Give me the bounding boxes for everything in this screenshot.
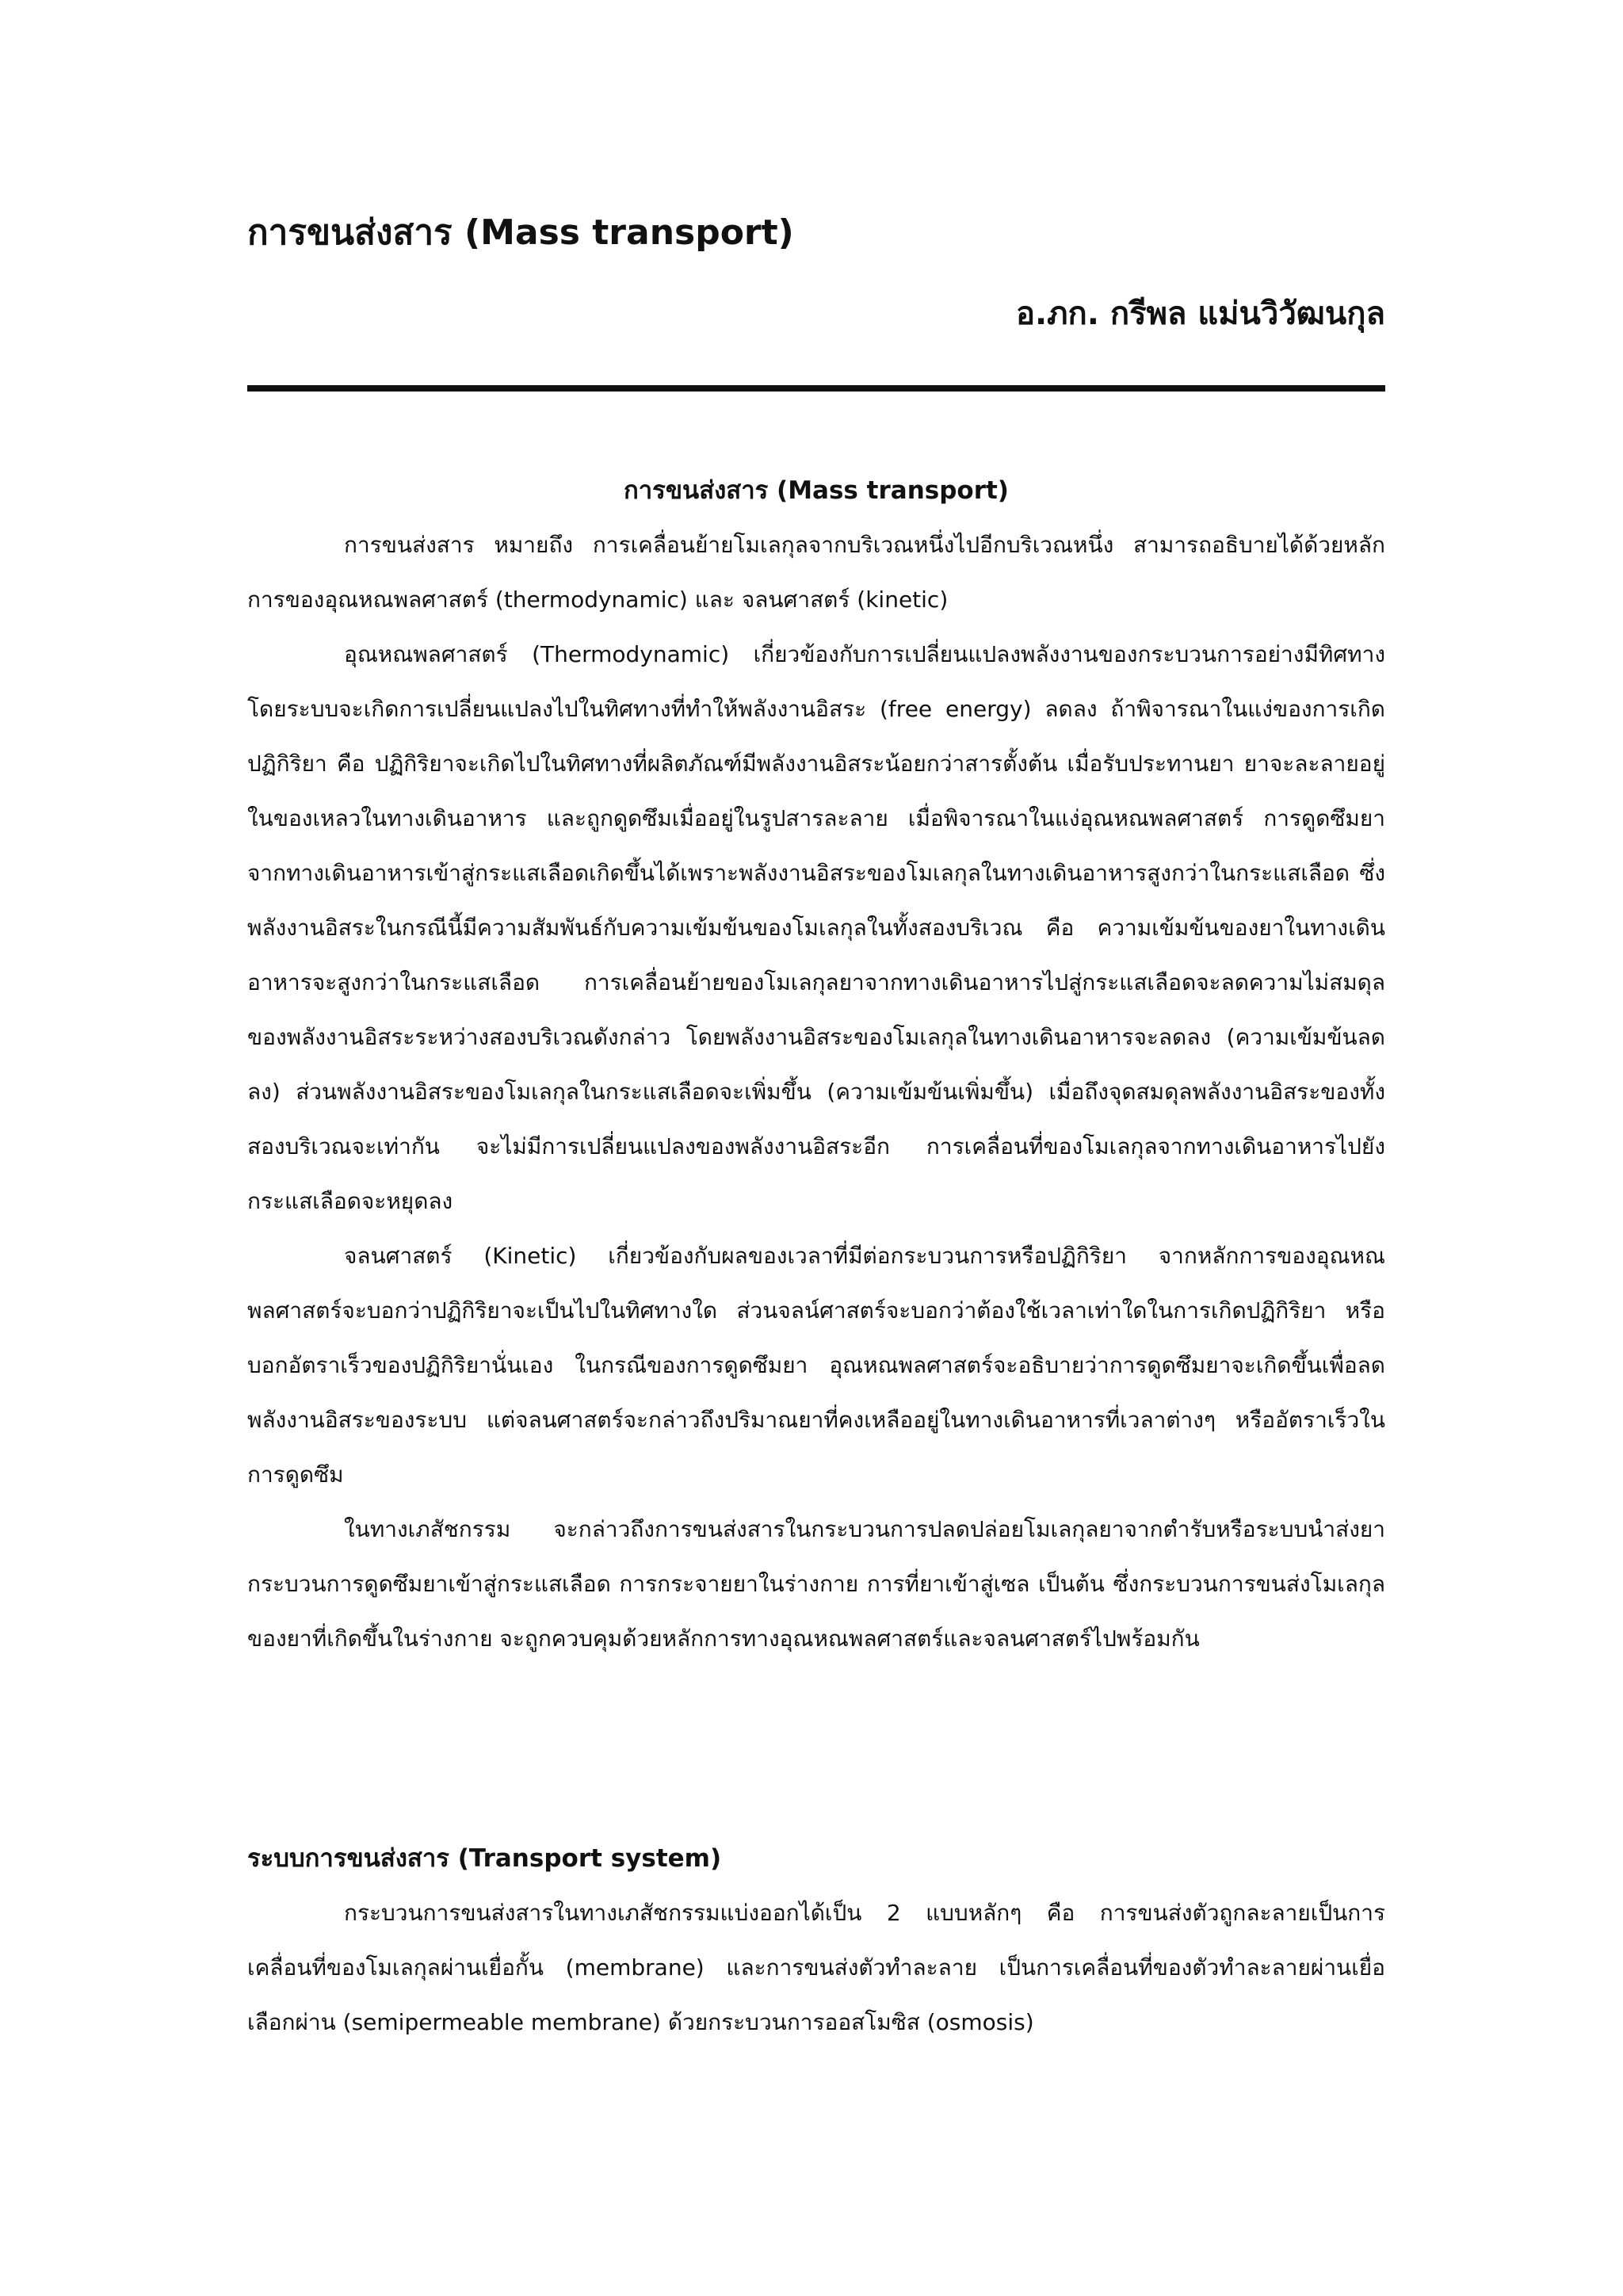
paragraph-transport-types: กระบวนการขนส่งสารในทางเภสัชกรรมแบ่งออกได้เป็น 2 แบบหลักๆ คือ การขนส่งตัวถูกละลายเป็นการเคลื่อนที่ของโมเลกุลผ่านเยื่อกั้น (membrane) และการขนส่งตัวทำละลาย เป็นการเคลื่อนที่ของตัวทำละลายผ่านเยื่อเลือกผ่าน (semipermeable membrane) ด้วยกระบวนการออสโมซิส (osmosis) [247, 1899, 1385, 2035]
section-mass-transport [247, 472, 1385, 1666]
section-transport-system [247, 1840, 1385, 2050]
paragraph-pharmacy: ในทางเภสัชกรรม จะกล่าวถึงการขนส่งสารในกระบวนการปลดปล่อยโมเลกุลยาจากตำรับหรือระบบนำส่งยา กระบวนการดูดซึมยาเข้าสู่กระแสเลือด การกระจายยาในร่างกาย การที่ยาเข้าสู่เซล เป็นต้น ซึ่งกระบวนการขนส่งโมเลกุลของยาที่เกิดขึ้นในร่างกาย จะถูกควบคุมด้วยหลักการทางอุณหณพลศาสตร์และจลนศาสตร์ไปพร้อมกัน [247, 1515, 1385, 1652]
document-page [247, 0, 1385, 2296]
document-author: อ.ภก. กรีพล แม่นวิวัฒนกุล [1015, 296, 1385, 332]
paragraph-kinetic: จลนศาสตร์ (Kinetic) เกี่ยวข้องกับผลของเวลาที่มีต่อกระบวนการหรือปฏิกิริยา จากหลักการของอุณหณพลศาสตร์จะบอกว่าปฏิกิริยาจะเป็นไปในทิศทางใด ส่วนจลน์ศาสตร์จะบอกว่าต้องใช้เวลาเท่าใดในการเกิดปฏิกิริยา หรือบอกอัตราเร็วของปฏิกิริยานั่นเอง ในกรณีของการดูดซึมยา อุณหณพลศาสตร์จะอธิบายว่าการดูดซึมยาจะเกิดขึ้นเพื่อลดพลังงานอิสระของระบบ แต่จลนศาสตร์จะกล่าวถึงปริมาณยาที่คงเหลืออยู่ในทางเดินอาหารที่เวลาต่างๆ หรืออัตราเร็วในการดูดซึม [247, 1242, 1385, 1488]
document-title: การขนส่งสาร (Mass transport) [247, 212, 794, 253]
section-heading: ระบบการขนส่งสาร (Transport system) [247, 1844, 722, 1873]
section-heading: การขนส่งสาร (Mass transport) [624, 476, 1009, 505]
title-divider [247, 385, 1385, 392]
paragraph-thermodynamic: อุณหณพลศาสตร์ (Thermodynamic) เกี่ยวข้องกับการเปลี่ยนแปลงพลังงานของกระบวนการอย่างมีทิศทาง โดยระบบจะเกิดการเปลี่ยนแปลงไปในทิศทางที่ทำให้พลังงานอิสระ (free energy) ลดลง ถ้าพิจารณาในแง่ของการเกิดปฏิกิริยา คือ ปฏิกิริยาจะเกิดไปในทิศทางที่ผลิตภัณฑ์มีพลังงานอิสระน้อยกว่าสารตั้งต้น เมื่อรับประทานยา ยาจะละลายอยู่ในของเหลวในทางเดินอาหาร และถูกดูดซึมเมื่ออยู่ในรูปสารละลาย เมื่อพิจารณาในแง่อุณหณพลศาสตร์ การดูดซึมยาจากทางเดินอาหารเข้าสู่กระแสเลือดเกิดขึ้นได้เพราะพลังงานอิสระของโมเลกุลในทางเดินอาหารสูงกว่าในกระแสเลือด ซึ่งพลังงานอิสระในกรณีนี้มีความสัมพันธ์กับความเข้มข้นของโมเลกุลในทั้งสองบริเวณ คือ ความเข้มข้นของยาในทางเดินอาหารจะสูงกว่าในกระแสเลือด การเคลื่อนย้ายของโมเลกุลยาจากทางเดินอาหารไปสู่กระแสเลือดจะลดความไม่สมดุลของพลังงานอิสระระหว่างสองบริเวณดังกล่าว โดยพลังงานอิสระของโมเลกุลในทางเดินอาหารจะลดลง (ความเข้มข้นลดลง) ส่วนพลังงานอิสระของโมเลกุลในกระแสเลือดจะเพิ่มขึ้น (ความเข้มข้นเพิ่มขึ้น) เมื่อถึงจุดสมดุลพลังงานอิสระของทั้งสองบริเวณจะเท่ากัน จะไม่มีการเปลี่ยนแปลงของพลังงานอิสระอีก การเคลื่อนที่ของโมเลกุลจากทางเดินอาหารไปยังกระแสเลือดจะหยุดลง [247, 640, 1385, 1214]
paragraph-definition: การขนส่งสาร หมายถึง การเคลื่อนย้ายโมเลกุลจากบริเวณหนึ่งไปอีกบริเวณหนึ่ง สามารถอธิบายได้ด้วยหลักการของอุณหณพลศาสตร์ (thermodynamic) และ จลนศาสตร์ (kinetic) [247, 531, 1385, 613]
